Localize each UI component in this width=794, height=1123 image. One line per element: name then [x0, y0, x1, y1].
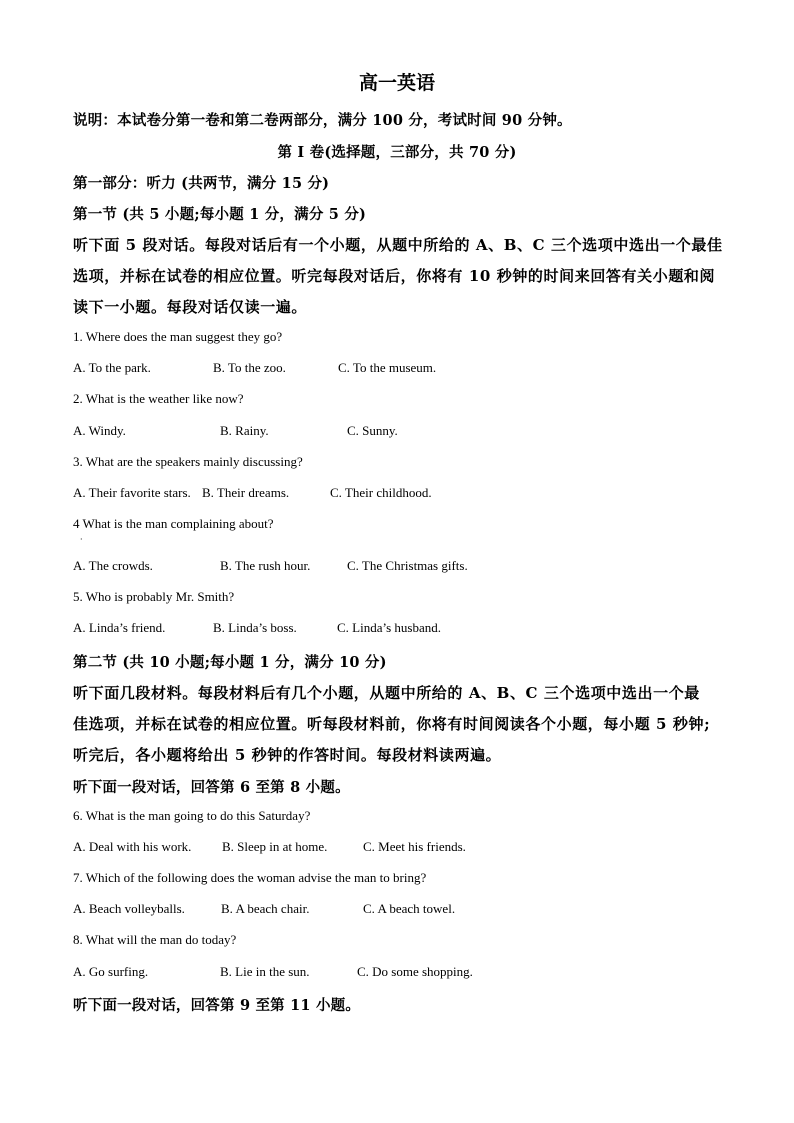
- option-b: B. To the zoo.: [213, 360, 286, 375]
- option-a: A. Their favorite stars.: [73, 485, 191, 500]
- section1-heading: 第一节 (共 5 小题;每小题 1 分，满分 5 分): [73, 206, 367, 223]
- option-c: C. Do some shopping.: [357, 964, 473, 979]
- question-stem: 3. What are the speakers mainly discussing?: [73, 454, 303, 469]
- option-a: A. Deal with his work.: [73, 839, 192, 854]
- section2-directions-line: 听下面几段材料。每段材料后有几个小题，从题中所给的 A、B、C 三个选项中选出一个最: [73, 684, 700, 702]
- option-b: B. The rush hour.: [220, 558, 311, 573]
- option-c: C. A beach towel.: [363, 901, 456, 916]
- section2-directions-line: 佳选项，并标在试卷的相应位置。听每段材料前，你将有时间阅读各个小题，每小题 5 秒钟;: [73, 715, 711, 733]
- question-stem: 5. Who is probably Mr. Smith?: [73, 589, 235, 604]
- option-b: B. Sleep in at home.: [222, 839, 328, 854]
- question-stem: 2. What is the weather like now?: [73, 391, 244, 406]
- option-b: B. Lie in the sun.: [220, 964, 310, 979]
- option-c: C. The Christmas gifts.: [347, 558, 468, 573]
- question-stem: 1. Where does the man suggest they go?: [73, 329, 283, 344]
- question-stem: 8. What will the man do today?: [73, 932, 237, 947]
- option-c: C. Meet his friends.: [363, 839, 466, 854]
- option-a: A. Windy.: [73, 423, 126, 438]
- question-stem: 6. What is the man going to do this Saturday?: [73, 808, 311, 823]
- option-c: C. Linda’s husband.: [337, 620, 441, 635]
- option-c: C. Their childhood.: [330, 485, 432, 500]
- section1-directions-line: 选项，并标在试卷的相应位置。听完每段对话后，你将有 10 秒钟的时间来回答有关小题和阅: [73, 267, 716, 285]
- option-b: B. Linda’s boss.: [213, 620, 297, 635]
- stray-mark: ·: [80, 535, 83, 544]
- section1-directions-line: 读下一小题。每段对话仅读一遍。: [73, 298, 308, 316]
- option-c: C. Sunny.: [347, 423, 398, 438]
- option-a: A. Beach volleyballs.: [73, 901, 185, 916]
- option-b: B. A beach chair.: [221, 901, 310, 916]
- option-b: B. Their dreams.: [202, 485, 290, 500]
- part1-heading: 第一部分：听力 (共两节，满分 15 分): [73, 175, 330, 192]
- dialogue-intro: 听下面一段对话，回答第 6 至第 8 小题。: [73, 779, 350, 796]
- option-a: A. Go surfing.: [73, 964, 149, 979]
- volume-heading: 第 I 卷(选择题，三部分，共 70 分): [277, 144, 517, 161]
- section1-directions-line: 听下面 5 段对话。每段对话后有一个小题，从题中所给的 A、B、C 三个选项中选出一个最佳: [73, 236, 723, 254]
- section2-directions-line: 听完后，各小题将给出 5 秒钟的作答时间。每段材料读两遍。: [73, 746, 502, 764]
- option-a: A. The crowds.: [73, 558, 153, 573]
- option-c: C. To the museum.: [338, 360, 437, 375]
- question-stem: 7. Which of the following does the woman advise the man to bring?: [73, 870, 427, 885]
- instructions: 说明：本试卷分第一卷和第二卷两部分，满分 100 分，考试时间 90 分钟。: [73, 112, 572, 129]
- dialogue-intro: 听下面一段对话，回答第 9 至第 11 小题。: [73, 997, 361, 1014]
- question-stem: 4 What is the man complaining about?: [73, 516, 274, 531]
- page-title: 高一英语: [358, 72, 435, 94]
- option-b: B. Rainy.: [220, 423, 269, 438]
- option-a: A. To the park.: [73, 360, 151, 375]
- option-a: A. Linda’s friend.: [73, 620, 166, 635]
- section2-heading: 第二节 (共 10 小题;每小题 1 分，满分 10 分): [73, 654, 387, 671]
